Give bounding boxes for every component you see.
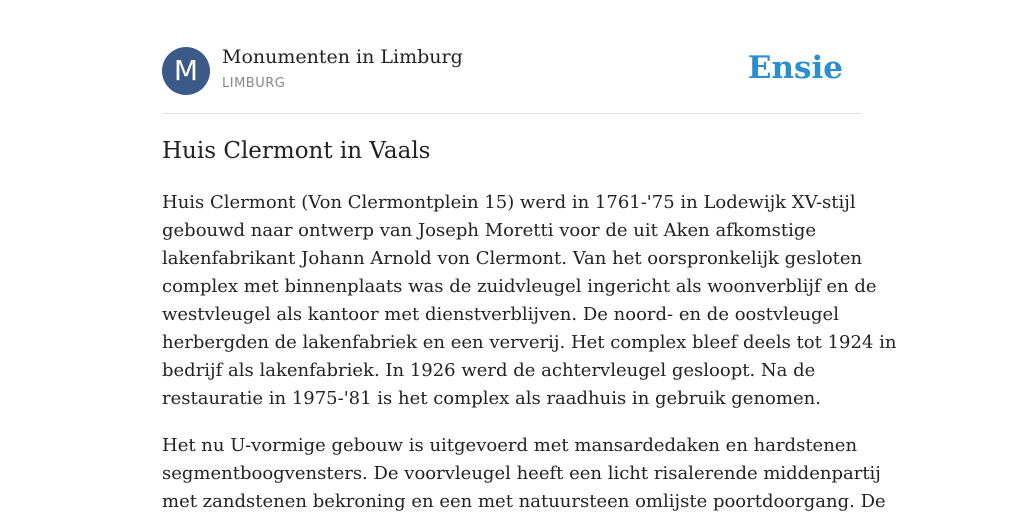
divider [162,113,862,114]
article-body [162,189,897,512]
text-line: met zandstenen bekroning en een met natuursteen omlijste poortdoorgang. De [162,491,886,512]
text-line: herbergden de lakenfabriek en een ververij. Het complex bleef deels tot 1924 in [162,332,897,353]
header [162,46,862,96]
paragraph-1 [162,189,897,413]
text-line: complex met binnenplaats was de zuidvleugel ingericht als woonverblijf en de [162,276,877,297]
source-subtitle: LIMBURG [222,76,286,91]
text-line: Huis Clermont (Von Clermontplein 15) werd in 1761-'75 in Lodewijk XV-stijl [162,192,856,213]
source-name[interactable]: Monumenten in Limburg [222,46,463,68]
text-line: Het nu U-vormige gebouw is uitgevoerd met mansardedaken en hardstenen [162,435,858,456]
text-line: segmentboogvensters. De voorvleugel heeft een licht risalerende middenpartij [162,463,881,484]
article-title: Huis Clermont in Vaals [162,138,431,164]
text-line: westvleugel als kantoor met dienstverblijven. De noord- en de oostvleugel [162,304,839,325]
brand-logo[interactable]: Ensie [747,50,843,86]
paragraph-2 [162,432,886,512]
avatar[interactable]: M [162,47,210,95]
text-line: gebouwd naar ontwerp van Joseph Moretti voor de uit Aken afkomstige [162,220,817,241]
text-line: bedrijf als lakenfabriek. In 1926 werd de achtervleugel gesloopt. Na de [162,360,816,381]
text-line: lakenfabrikant Johann Arnold von Clermont. Van het oorspronkelijk gesloten [162,248,863,269]
text-line: restauratie in 1975-'81 is het complex als raadhuis in gebruik genomen. [162,388,821,409]
